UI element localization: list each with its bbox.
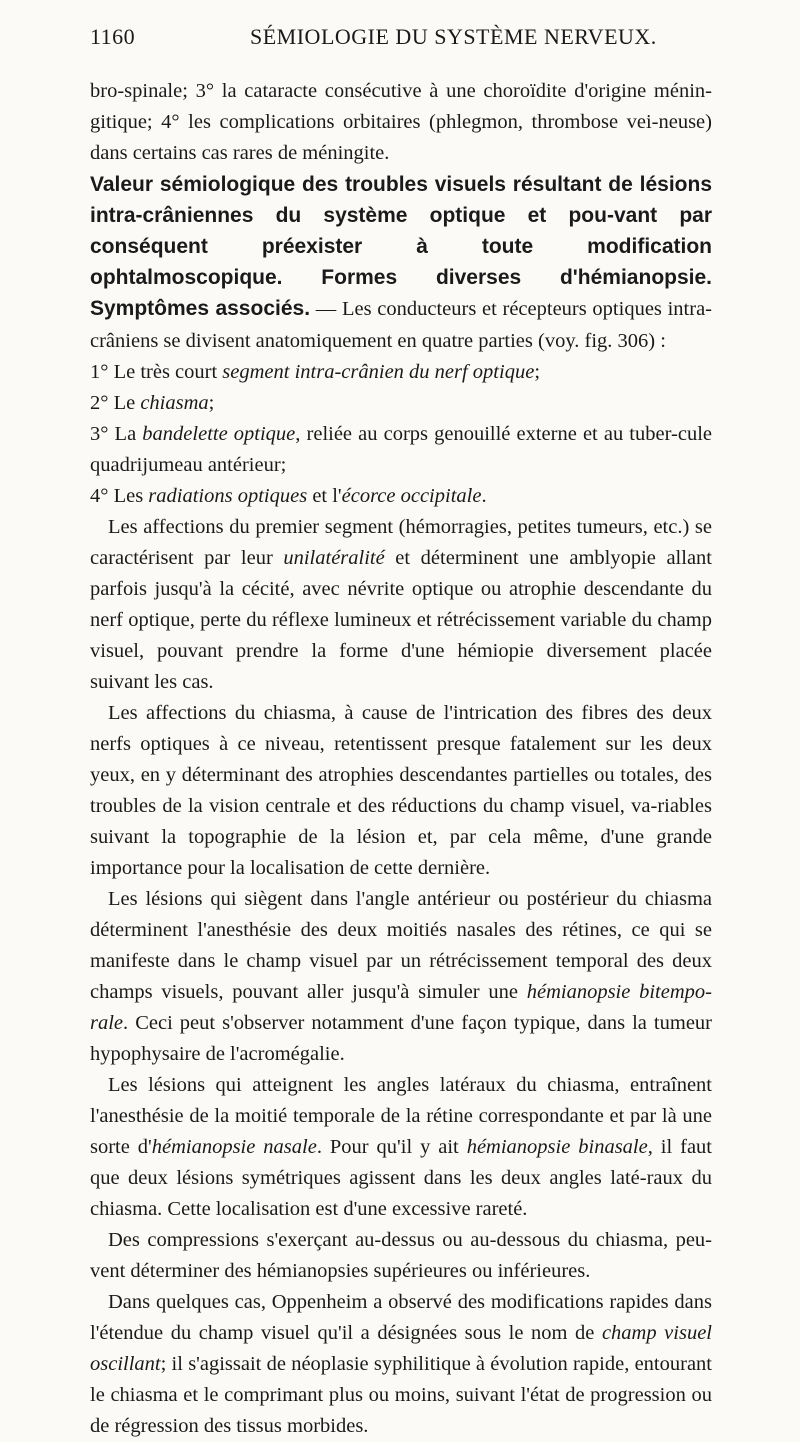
paragraph-3	[90, 884, 712, 1070]
list-item-4-term-1: radiations optiques	[148, 485, 308, 507]
body-text	[90, 76, 712, 1442]
running-head	[90, 20, 710, 60]
list-item-4	[90, 481, 712, 512]
paragraph-3-em: hémianopsie bitempo-rale	[90, 981, 712, 1034]
paragraph-1-a: Les affections du premier segment (hémorragies, petites tumeurs, etc.) se caractérisent par leur	[90, 516, 712, 569]
section-heading-runin: — Les conducteurs et récepteurs optiques intra-crâniens se divisent anatomiquement en quatre parties (voy. fig. 306) :	[90, 298, 712, 352]
paragraph-4-c: , il faut que deux lésions symétriques agissent dans les deux angles laté-raux du chiasma. Cette localisation est d'une excessive rareté.	[90, 1136, 712, 1220]
page-number: 1160	[90, 24, 136, 49]
list-item-3	[90, 419, 712, 481]
paragraph-1-b: et déterminent une amblyopie allant parfois jusqu'à la cécité, avec névrite optique ou atrophie descendante du nerf optique, perte du réflexe lumineux et rétrécissement variable du champ visuel, pouvant prendre la forme d'une hémiopie diversement placée suivant les cas.	[90, 547, 712, 693]
paragraph-1-em: unilatéralité	[283, 547, 385, 569]
section-heading-text: Valeur sémiologique des troubles visuels résultant de lésions intra-crâniennes du système optique et pou-vant par conséquent préexister à toute modification ophtalmoscopique. Formes diverses d'hémianopsie. Symptômes associés.	[90, 173, 712, 320]
paragraph-4-b: . Pour qu'il y ait	[316, 1136, 467, 1158]
list-item-2-term: chiasma	[140, 392, 209, 414]
paragraph-6-a: Dans quelques cas, Oppenheim a observé des modifications rapides dans l'étendue du champ visuel qu'il a désignées sous le nom de	[90, 1291, 712, 1344]
paragraph-3-a: Les lésions qui siègent dans l'angle antérieur ou postérieur du chiasma déterminent l'anesthésie des deux moitiés nasales des rétines, ce qui se manifeste dans le champ visuel par un rétrécissement temporal des deux champs visuels, pouvant aller jusqu'à simuler une	[90, 888, 712, 1003]
list-item-4-prefix: 4° Les	[90, 485, 149, 507]
list-item-4-end: .	[481, 485, 487, 507]
list-item-2-end: ;	[208, 392, 215, 414]
list-item-1-end: ;	[534, 361, 541, 383]
list-item-1	[90, 357, 712, 388]
paragraph-4-em-1: hémianopsie nasale	[151, 1136, 317, 1158]
paragraph-6-b: ; il s'agissait de néoplasie syphilitique à évolution rapide, entourant le chiasma et le comprimant plus ou moins, suivant l'état de progression ou de régression des tissus morbides.	[90, 1353, 712, 1437]
running-title: SÉMIOLOGIE DU SYSTÈME NERVEUX.	[250, 24, 657, 49]
paragraph-5: Des compressions s'exerçant au-dessus ou au-dessous du chiasma, peu-vent déterminer des hémianopsies supérieures ou inférieures.	[90, 1229, 712, 1282]
paragraph-4-a: Les lésions qui atteignent les angles latéraux du chiasma, entraînent l'anesthésie de la moitié temporale de la rétine correspondante et par là une sorte d'	[90, 1074, 712, 1158]
paragraph-6-em: champ visuel oscillant	[90, 1322, 712, 1375]
list-item-3-prefix: 3° La	[90, 423, 143, 445]
section-heading	[90, 169, 712, 357]
paragraph-2: Les affections du chiasma, à cause de l'intrication des fibres des deux nerfs optiques à ce niveau, retentissent presque fatalement sur les deux yeux, en y déterminant des atrophies descendantes partielles ou totales, des troubles de la vision centrale et des réductions du champ visuel, va-riables suivant la topographie de la lésion et, par cela même, d'une grande importance pour la localisation de cette dernière.	[90, 702, 712, 879]
list-item-4-term-2: écorce occipitale	[341, 485, 482, 507]
paragraph-1	[90, 512, 712, 698]
paragraph-continuation: bro-spinale; 3° la cataracte consécutive à une choroïdite d'origine ménin-gitique; 4° les complications orbitaires (phlegmon, thrombose vei-neuse) dans certains cas rares de méningite.	[90, 80, 712, 164]
paragraph-6	[90, 1287, 712, 1442]
list-item-2-prefix: 2° Le	[90, 392, 141, 414]
list-item-1-term: segment intra-crânien du nerf optique	[222, 361, 535, 383]
list-item-4-mid: et l'	[307, 485, 342, 507]
paragraph-4	[90, 1070, 712, 1225]
list-item-3-end: , reliée au corps genouillé externe et au tuber-cule quadrijumeau antérieur;	[90, 423, 712, 476]
paragraph-3-b: . Ceci peut s'observer notamment d'une façon typique, dans la tumeur hypophysaire de l'acromégalie.	[90, 1012, 712, 1065]
paragraph-4-em-2: hémianopsie binasale	[466, 1136, 648, 1158]
list-item-2	[90, 388, 712, 419]
list-item-3-term: bandelette optique	[142, 423, 296, 445]
list-item-1-prefix: 1° Le très court	[90, 361, 223, 383]
